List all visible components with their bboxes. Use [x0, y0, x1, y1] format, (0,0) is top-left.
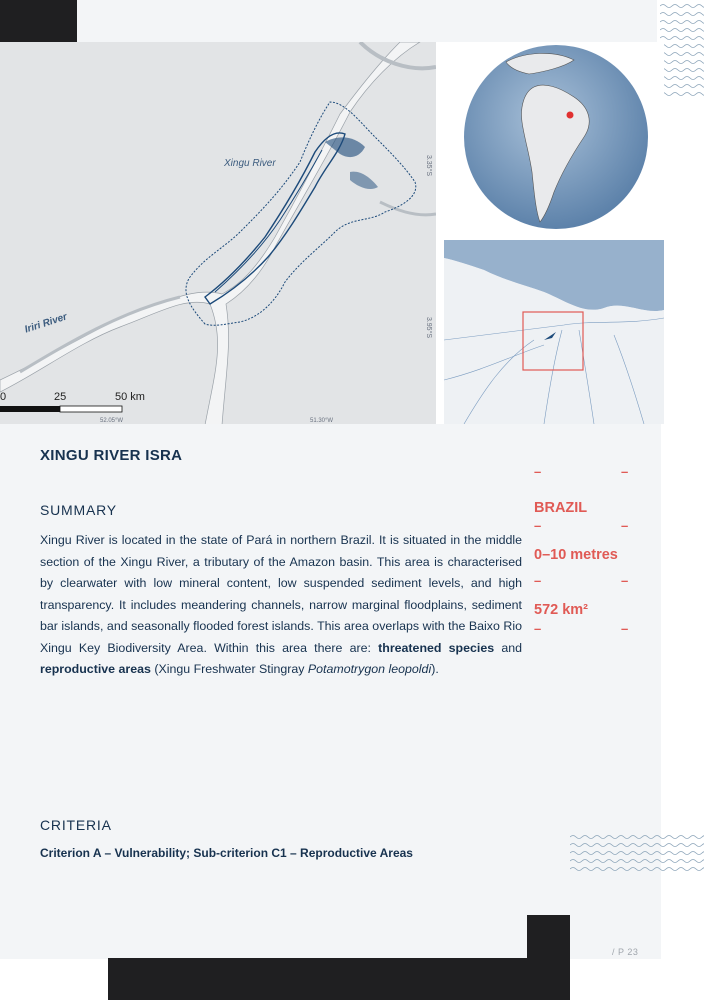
globe-map [444, 42, 664, 232]
divider-dash: – [621, 518, 629, 533]
page-number: / P 23 [612, 947, 639, 957]
tributary-label: Iriri River [23, 311, 69, 336]
main-map [0, 42, 436, 425]
depth-value: 0–10 metres [534, 547, 618, 563]
summary-text: Xingu River is located in the state of Pará in northern Brazil. It is situated in the middle section of the Xingu River, a tributary of the Amazon basin. This area is characterised by clearwater with low mineral content, low suspended sediment levels, and high transparency. It includes meandering channels, narrow marginal floodplains, sediment bar islands, and seasonally flooded forest islands. This area overlaps with the Baixo Rio Xingu Key Biodiversity Area. Within this area there are: threatened species and reproductive areas (Xingu Freshwater Stingray Potamotrygon leopoldi). [40, 533, 522, 676]
divider-dash: – [621, 621, 629, 636]
divider-dash: – [621, 464, 629, 479]
country-value: BRAZIL [534, 500, 588, 516]
criteria-heading: CRITERIA [40, 817, 112, 833]
black-block-corner [527, 915, 570, 960]
area-value: 572 km² [534, 602, 589, 618]
longitude-left: 52.05°W [100, 418, 124, 424]
divider-dash: – [534, 573, 542, 588]
black-block-bottom [108, 958, 570, 1000]
page-title: XINGU RIVER ISRA [40, 447, 183, 464]
summary-heading: SUMMARY [40, 502, 117, 518]
divider-dash: – [534, 518, 542, 533]
latitude-top: 3.35°S [425, 154, 433, 177]
top-band [77, 0, 657, 42]
species-name: Potamotrygon leopoldi [307, 662, 432, 676]
scale-label-0: 0 [0, 391, 7, 403]
threatened-species-text: threatened species [378, 640, 495, 655]
divider-dash: – [534, 621, 542, 636]
scale-label-50: 50 km [115, 391, 145, 403]
divider-dash: – [534, 464, 542, 479]
criteria-text: Criterion A – Vulnerability; Sub-criterion C1 – Reproductive Areas [40, 846, 413, 860]
latitude-bottom: 3.95°S [425, 316, 433, 339]
wave-pattern-bottom [570, 832, 704, 878]
longitude-right: 51.30°W [310, 418, 334, 424]
black-block-top [0, 0, 77, 43]
river-label: Xingu River [224, 158, 276, 169]
reproductive-areas-text: reproductive areas [40, 662, 151, 676]
inset-map [444, 240, 664, 424]
divider-dash: – [621, 573, 629, 588]
scale-label-25: 25 [54, 391, 67, 403]
wave-pattern-top [660, 0, 704, 100]
